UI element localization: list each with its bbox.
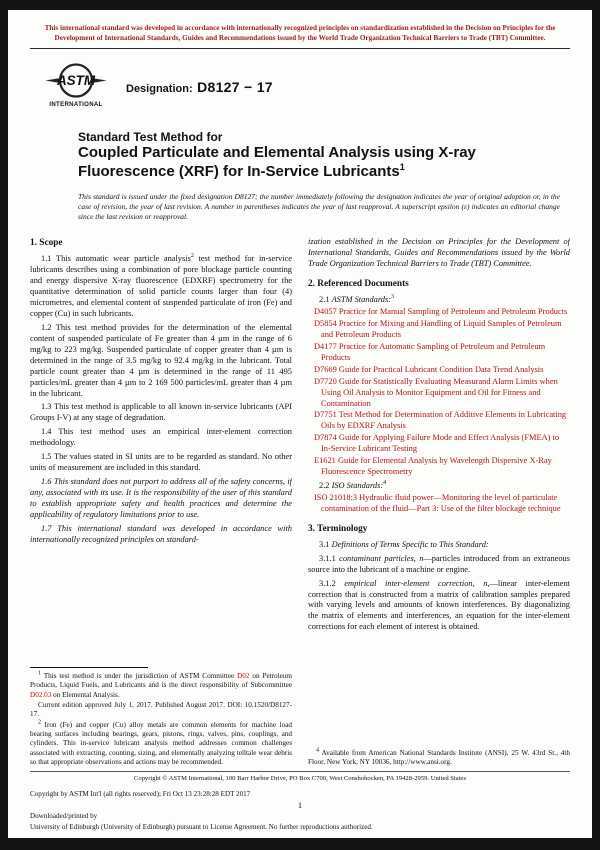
paragraph-3-1-2-text: —linear inter-element correction that is constructed from a matrix of calibration samples prepared with varying levels and amounts of known interferences. By diagonalizing the matrix of elements and interferences, an equation for the inter-element corrections for each element of interest is obtained. — [308, 578, 570, 632]
paragraph-1-6: 1.6 This standard does not purport to address all of the safety concerns, if any, associated with its use. It is the responsibility of the user of this standard to establish appropriate safety and health practices and determine the applicability of regulatory limitations prior to use. — [30, 477, 292, 519]
page-footer — [30, 771, 570, 832]
footnote-1 — [30, 672, 292, 700]
referenced-standard-iso-21018[interactable]: ISO 21018:3 Hydraulic fluid power—Monitoring the level of particulate contamination of the fluid—Part 3: Use of the filter blockage technique — [314, 492, 561, 513]
paragraph-1-4: 1.4 This test method uses an empirical inter-element correction methodology. — [30, 427, 292, 448]
referenced-standard-d7669[interactable]: D7669 Guide for Practical Lubricant Condition Data Trend Analysis — [314, 364, 544, 374]
footnote-2-text: Iron (Fe) and copper (Cu) alloy metals are common elements for machine load bearing surfaces including bearings, gears, pistons, rings, valves, pins, couplings, and cylinders. This in-service lubricant analysis method addresses common challenges associated with extracting, counting, sizing, and elementally analyzing telltale wear debris so that appropriate observations and actions may be recommended. — [30, 720, 292, 767]
paragraph-1-1-text: 1.1 This automatic wear particle analysis — [41, 254, 191, 264]
footnote-1-text: This test method is under the jurisdiction of ASTM Committee — [41, 671, 238, 680]
paragraph-3-1-1-number: 3.1.1 — [319, 553, 340, 563]
section-heading-terminology: 3. Terminology — [308, 523, 368, 534]
paragraph-1-1 — [30, 254, 292, 320]
document-page — [8, 10, 592, 838]
header-rule — [30, 48, 570, 49]
paragraph-3-1-1 — [308, 554, 570, 576]
paragraph-3-1-number: 3.1 — [319, 539, 332, 549]
designation — [126, 79, 273, 97]
astm-logo-subtitle: INTERNATIONAL — [49, 101, 103, 109]
paragraph-2-1-label: ASTM Standards: — [331, 295, 392, 305]
footnote-marker-3: 3 — [391, 294, 395, 301]
footnote-2 — [30, 721, 292, 768]
license-line-3: University of Edinburgh (University of Edinburgh) pursuant to License Agreement. No further reproductions authorized. — [30, 822, 373, 831]
section-heading-referenced-documents: 2. Referenced Documents — [308, 279, 409, 290]
referenced-standard-d4177[interactable]: D4177 Practice for Automatic Sampling of Petroleum and Petroleum Products — [314, 341, 546, 362]
paragraph-2-2 — [308, 481, 570, 492]
paragraph-3-1-1-text: —particles introduced from an extraneous source into the lubricant of a machine or engine. — [308, 553, 570, 574]
copyright-line: Copyright © ASTM International, 100 Barr Harbor Drive, PO Box C700, West Conshohocken, PA 19428-2959. United States — [133, 774, 467, 782]
astm-logo-text: ASTM — [56, 73, 96, 89]
title-line-2-text: Fluorescence (XRF) for In-Service Lubricants — [78, 162, 400, 180]
designation-label: Designation: — [126, 82, 193, 95]
paragraph-2-2-label: ISO Standards: — [331, 481, 384, 490]
footnote-4 — [308, 749, 570, 768]
footnote-1-text-c: on Elemental Analysis. — [51, 690, 120, 699]
body-columns — [30, 237, 570, 767]
license-line-1: Copyright by ASTM Int'l (all rights reserved); Fri Oct 13 23:28:28 EDT 2017 — [30, 789, 251, 798]
footnote-marker-2: 2 — [190, 253, 194, 260]
footnote-4-marker: 4 — [316, 747, 319, 754]
term-contaminant-particles: contaminant particles, n — [339, 553, 424, 563]
referenced-standard-d4057[interactable]: D4057 Practice for Manual Sampling of Petroleum and Petroleum Products — [314, 307, 568, 317]
referenced-standard-d5854[interactable]: D5854 Practice for Mixing and Handling of Liquid Samples of Petroleum and Petroleum Products — [314, 319, 562, 340]
paragraph-1-1-text-cont: test method for in-service lubricants describes using a combination of pore blockage particle counting and energy dispersive X-ray fluorescence (EDXRF) spectrometry for the quantitative determination of solid particle counts larger than four (4) micrometres, and elemental content of suspended particulate of iron (Fe) and copper (Cu) in such lubricants. — [30, 254, 292, 319]
footnote-marker-4: 4 — [383, 480, 387, 487]
right-column — [308, 237, 570, 767]
title-line-2 — [78, 163, 570, 181]
footnote-4-text: Available from American National Standards Institute (ANSI), 25 W. 43rd St., 4th Floor, New York, NY 10036, http://www.ansi.org. — [308, 748, 570, 767]
footnote-1-marker: 1 — [38, 670, 41, 677]
title-footnote-marker: 1 — [399, 161, 405, 172]
paragraph-1-5: 1.5 The values stated in SI units are to be regarded as standard. No other units of measurement are included in this standard. — [30, 452, 292, 473]
paragraph-3-1-label: Definitions of Terms Specific to This Standard: — [331, 539, 489, 549]
document-header — [44, 61, 570, 114]
paragraph-1-3: 1.3 This test method is applicable to all known in-service lubricants (API Groups I-V) at any stage of degradation. — [30, 402, 292, 423]
right-footnotes — [308, 748, 570, 768]
left-column — [30, 237, 292, 767]
footnote-2-marker: 2 — [38, 719, 41, 726]
left-footnotes — [30, 667, 292, 768]
referenced-standard-d7874[interactable]: D7874 Guide for Applying Failure Mode and Effect Analysis (FMEA) to In-Service Lubricant Testing — [314, 433, 560, 454]
title-block — [78, 130, 570, 181]
referenced-standard-d7720[interactable]: D7720 Guide for Statistically Evaluating Measurand Alarm Limits when Using Oil Analysis to Monitor Equipment and Oil for Fitness and Contamination — [314, 376, 558, 408]
footnote-1-text-b: on Petroleum Products, Liquid Fuels, and Lubricants and is the direct responsibility of Subcommittee — [30, 671, 292, 690]
paragraph-3-1-2-number: 3.1.2 — [319, 578, 345, 588]
title-line-1: Coupled Particulate and Elemental Analysis using X-ray — [78, 144, 476, 162]
paragraph-3-1 — [308, 540, 570, 551]
designation-code: D8127 − 17 — [197, 78, 273, 95]
astm-logo-icon — [44, 61, 108, 109]
section-heading-scope: 1. Scope — [30, 238, 63, 249]
footnote-1-edition: Current edition approved July 1, 2017. Published August 2017. DOI: 10.1520/D8127-17. — [30, 700, 292, 719]
license-line-2: Downloaded/printed by — [30, 812, 98, 821]
page-number: 1 — [297, 800, 303, 811]
footnote-separator — [30, 667, 148, 668]
paragraph-2-2-number: 2.2 — [319, 481, 332, 490]
license-block — [30, 789, 570, 832]
issue-note: This standard is issued under the fixed designation D8127; the number immediately following the designation indicates the year of original adoption or, in the case of revision, the year of last revision. A number in parentheses indicates the year of last reapproval. A superscript epsilon (ε) indicates an editorial change since the last revision or reapproval. — [78, 192, 560, 222]
paragraph-2-1-number: 2.1 — [319, 295, 332, 305]
astm-logo — [44, 61, 108, 114]
paragraph-1-7-continuation: ization established in the Decision on Principles for the Development of International Standards, Guides and Recommendations issued by the World Trade Organization Technical Barriers to Trade (TBT) Committee. — [308, 237, 570, 269]
referenced-standard-d7751[interactable]: D7751 Test Method for Determination of Additive Elements in Lubricating Oils by EDXRF Analysis — [314, 410, 567, 431]
wto-notice: This international standard was developed in accordance with internationally recognized principles on standardization established in the Decision on Principles for the Development of International Standards, Guides and Recommendations issued by the World Trade Organization Technical Barriers to Trade (TBT) Committee. — [44, 24, 556, 42]
committee-d02-link[interactable]: D02 — [237, 671, 250, 680]
paragraph-3-1-2 — [308, 579, 570, 634]
subcommittee-d0203-link[interactable]: D02.03 — [30, 690, 52, 699]
term-empirical-correction: empirical inter-element correction, n, — [344, 578, 490, 588]
paragraph-1-7: 1.7 This international standard was developed in accordance with internationally recognized principles on standard- — [30, 523, 292, 544]
title-kicker: Standard Test Method for — [78, 130, 223, 145]
footer-rule — [30, 771, 570, 772]
referenced-standard-e1621[interactable]: E1621 Guide for Elemental Analysis by Wavelength Dispersive X-Ray Fluorescence Spectrometry — [314, 456, 552, 477]
paragraph-2-1 — [308, 295, 570, 306]
paragraph-1-2: 1.2 This test method provides for the determination of the elemental content of suspended particulate of Fe greater than 4 µm in the range of 6 mg/kg to 223 mg/kg. Suspended particulate of copper greater than 4 µm is determined in the range of 3.5 mg/kg to 92.4 mg/kg in the lubricant. Total particle count greater than 4 µm is determined in the range of 11 495 particles/mL greater than 4 µm to 2 169 500 particles/mL greater than 4 µm in the lubricant. — [30, 323, 292, 398]
